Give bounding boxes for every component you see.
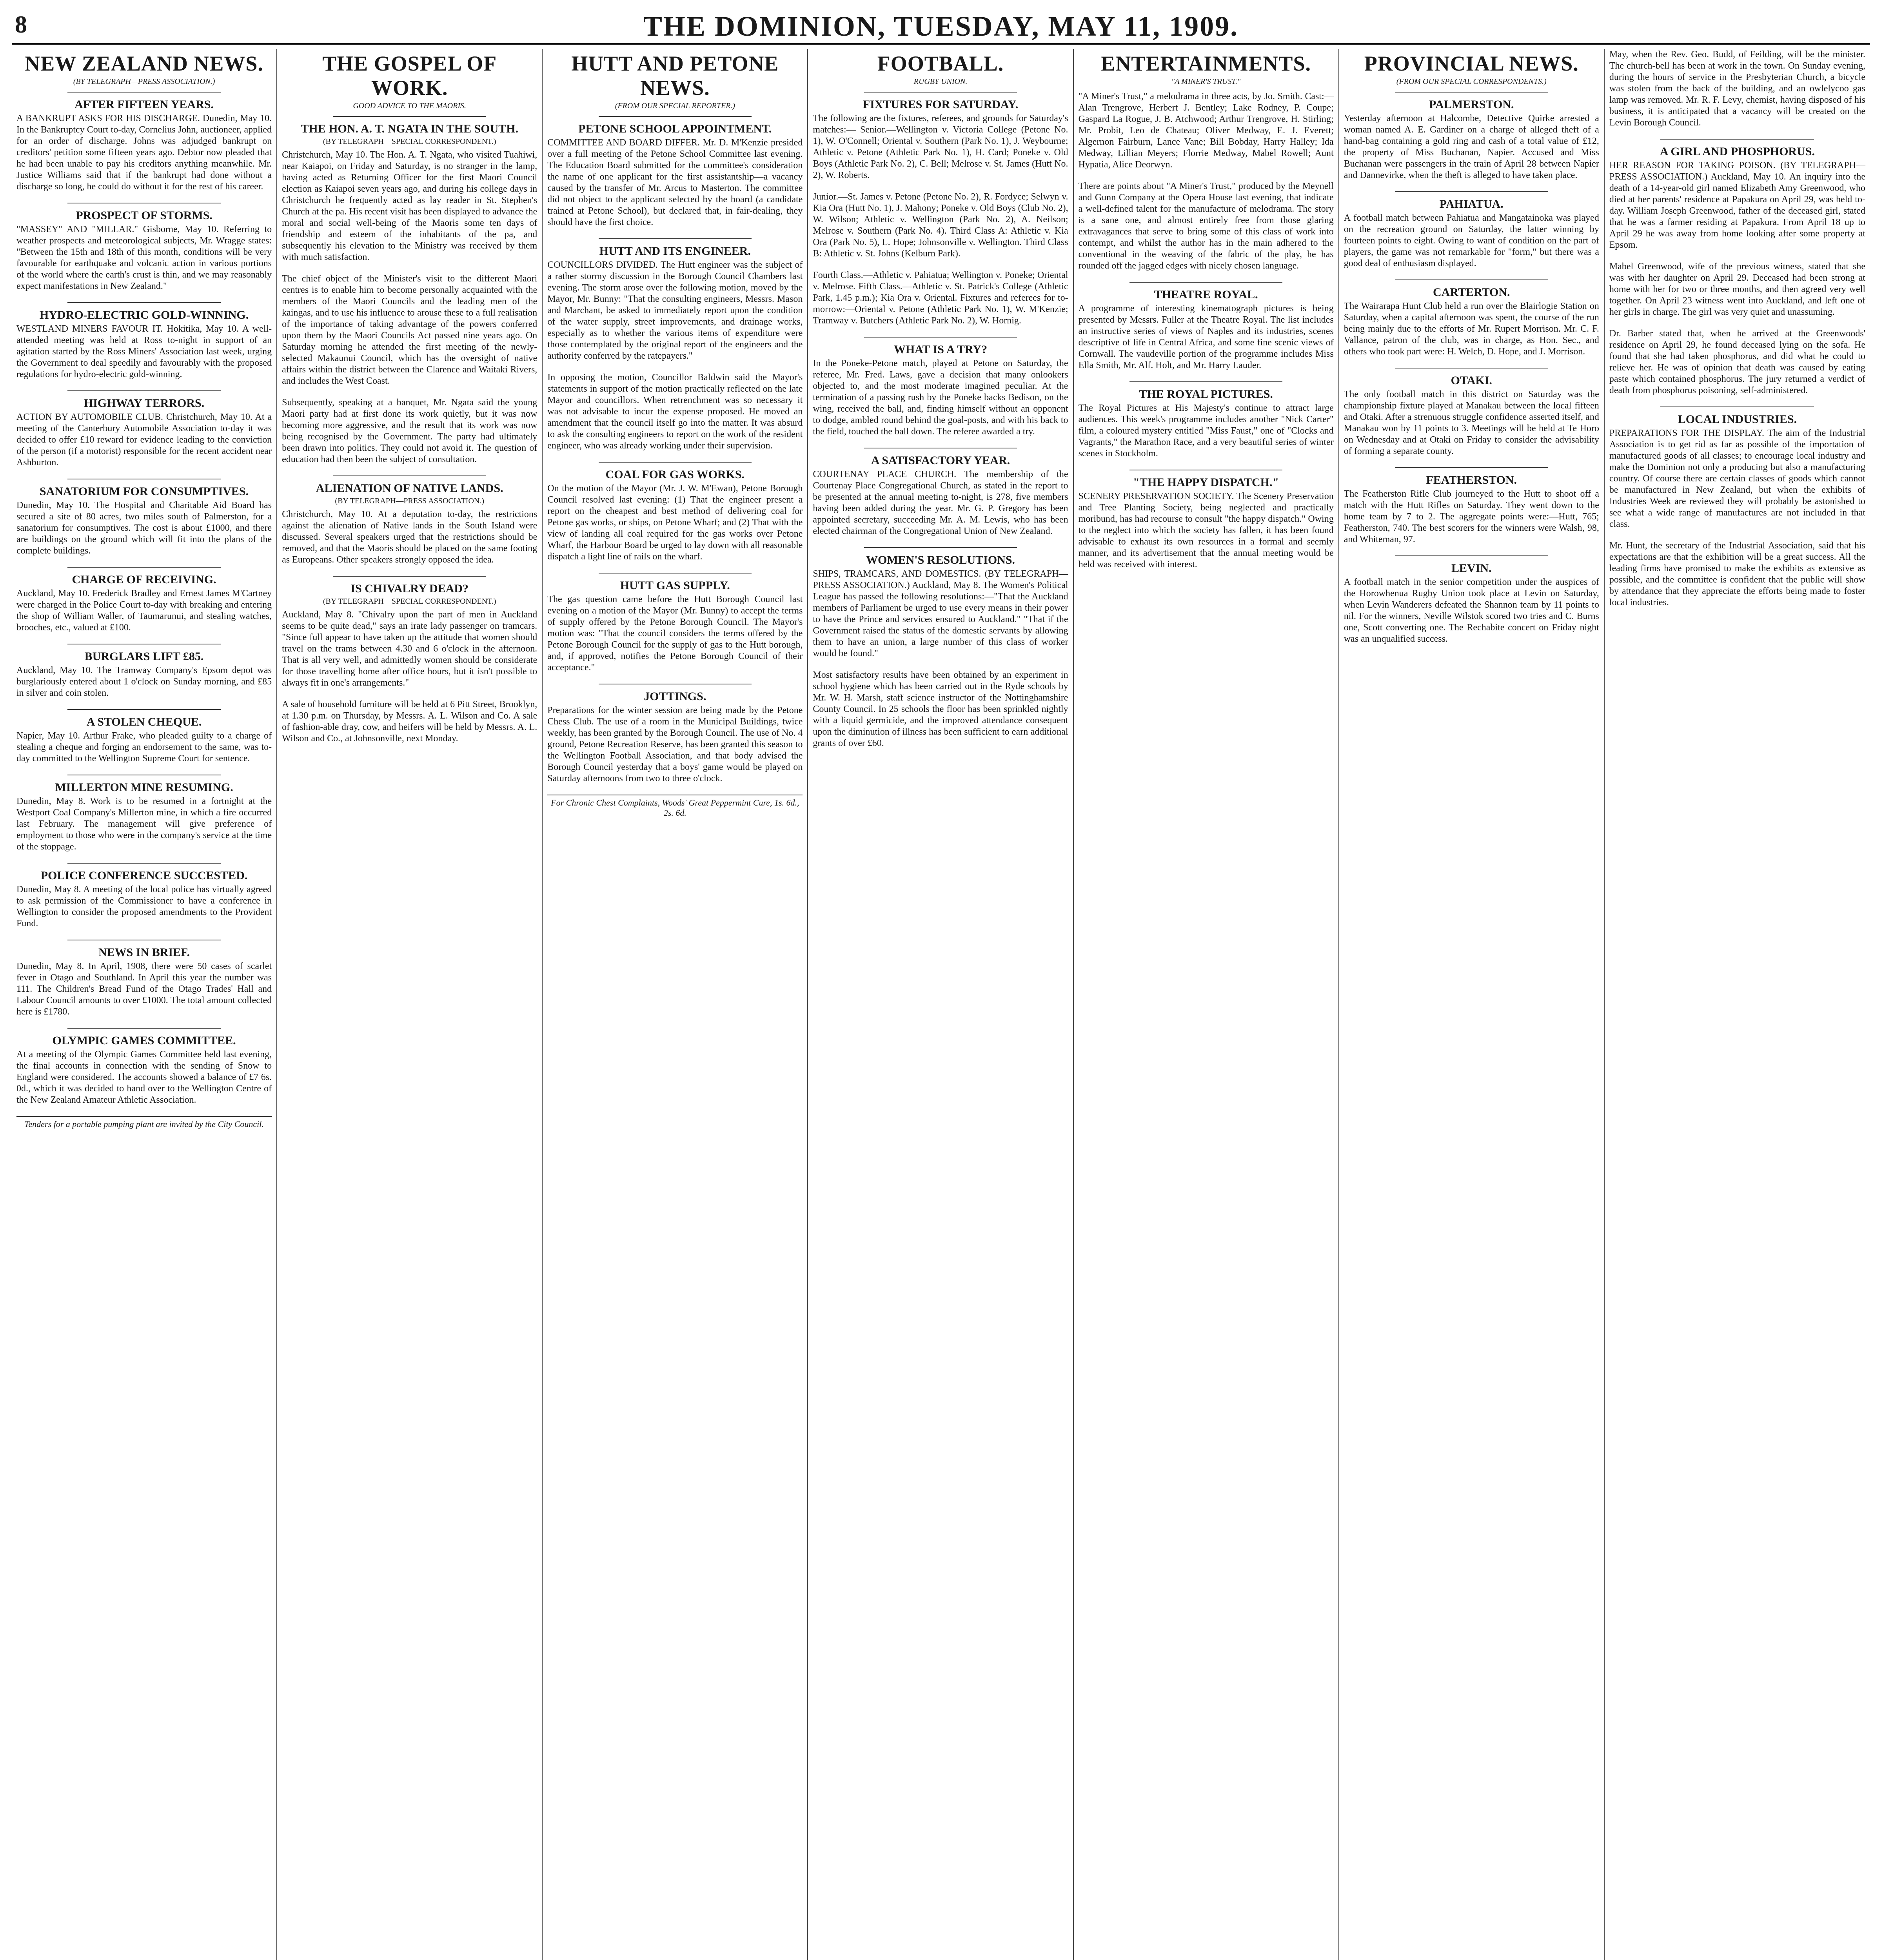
column-1 — [12, 49, 277, 1960]
article — [1344, 92, 1599, 181]
article — [547, 462, 803, 563]
column-footer-advertisement: For Chronic Chest Complaints, Woods' Great Peppermint Cure, 1s. 6d., 2s. 6d. — [547, 795, 803, 818]
article-body: Mabel Greenwood, wife of the previous witness, stated that she was with her daughter on April 29. Deceased had been strong at home with her for two or three months, and then agreed very well together. On April 23 witness went into Auckland, and left one of her girls in charge. The girl was very quiet and unassuming. — [1609, 261, 1865, 317]
article-body: Dunedin, May 10. The Hospital and Charitable Aid Board has secured a site of 80 acres, two miles south of Palmerston, for a sanatorium for consumptives. The cost is about £1000, and there are buildings on the ground which will fit into the plans of the complete buildings. — [16, 500, 272, 556]
section-divider — [864, 547, 1017, 548]
article-body: Dunedin, May 8. In April, 1908, there were 50 cases of scarlet fever in Otago and Southland. In April this year the number was 111. The Children's Bread Fund of the Otago Trades' Hall and Labour Council amounts to over £1000. The total amount collected here is £1780. — [16, 961, 272, 1017]
article-headline: SANATORIUM FOR CONSUMPTIVES. — [40, 485, 249, 498]
article-headline: HYDRO-ELECTRIC GOLD-WINNING. — [39, 309, 249, 321]
section-divider — [67, 863, 221, 864]
section-divider — [599, 462, 752, 463]
page-number: 8 — [15, 11, 27, 38]
article-body: Yesterday afternoon at Halcombe, Detective Quirke arrested a woman named A. E. Gardiner on a charge of alleged theft of a hand-bag containing a gold ring and cash of a total value of £12, the property of Miss Buchanan, Napier. Accused and Miss Buchanan were passengers in the train of April 28 between Napier and Dannevirke, when the theft is alleged to have taken place. — [1344, 113, 1599, 180]
article-headline: JOTTINGS. — [644, 690, 706, 703]
article — [1609, 407, 1865, 530]
article — [282, 576, 537, 689]
article-body: COURTENAY PLACE CHURCH. The membership of the Courtenay Place Congregational Church, as stated in the report to be presented at the annual meeting to-night, is 278, five members having been added during the year. Mr. G. P. Gregory has been appointed secretary, succeeding Mr. A. M. Lewis, who has been elected chairman of the Congregational Union of New Zealand. — [813, 469, 1068, 536]
article — [813, 270, 1068, 327]
article-headline: PROSPECT OF STORMS. — [76, 209, 212, 222]
column-7 — [1605, 49, 1870, 1960]
article-body: "A Miner's Trust," a melodrama in three acts, by Jo. Smith. Cast:— Alan Trengrove, Herbert J. Bentley; Lake Rodney, P. Coupe; Gaspard La Rogue, J. B. Atchwood; Arthur Trengrove, H. Stirling; Mr. Probit, Leo de Chateau; Oliver Medway, E. J. Everett; Algernon Fairburn, Lance Vane; Bill Bobday, Harry Halley; Ida Medway, Lillian Meyers; Florrie Medway, Mabel Rowell; Aunt Hypatia, Alice Deorwyn. — [1078, 91, 1334, 170]
article-headline: FIXTURES FOR SATURDAY. — [863, 98, 1019, 111]
article-headline: PETONE SCHOOL APPOINTMENT. — [578, 122, 772, 135]
article-body: COMMITTEE AND BOARD DIFFER. Mr. D. M'Kenzie presided over a full meeting of the Petone School Committee last evening. The Education Board submitted for the committee's consideration the name of one applicant for the first assistantship—a vacancy caused by the transfer of Mr. Arcus to Masterton. The committee did not object to the applicant selected by the board (a candidate trained at Petone School), but declared that, in fair-dealing, they should have the first choice. — [547, 138, 803, 227]
column-footer-advertisement: Tenders for a portable pumping plant are invited by the City Council. — [16, 1116, 272, 1129]
article — [1079, 91, 1334, 171]
article-body: On the motion of the Mayor (Mr. J. W. M'Ewan), Petone Borough Council resolved last evening: (1) That the engineer present a report on the cheapest and best method of delivering coal for Petone gas works, or ships, on Petone Wharf; and (2) That with the view of landing all coal required for the gas works over Petone Wharf, the Harbour Board be urged to lay down with all reasonable dispatch a light line of rails on the wharf. — [547, 483, 803, 562]
article-body: Dunedin, May 8. Work is to be resumed in a fortnight at the Westport Coal Company's Millerton mine, in which a fire occurred last February. The management will give preference of employment to those who were in the company's service at the time of the stoppage. — [16, 796, 272, 852]
section-divider — [864, 92, 1017, 93]
column-subheading: (FROM OUR SPECIAL REPORTER.) — [615, 102, 735, 110]
article-headline: PALMERSTON. — [1429, 98, 1514, 111]
article-body: COUNCILLORS DIVIDED. The Hutt engineer was the subject of a rather stormy discussion in the Borough Council Chambers last evening. The storm arose over the following motion, moved by the Mayor, Mr. Bunny: "That the consulting engineers, Messrs. Mason and Marchant, be asked to immediately report upon the condition of the water supply, street improvements, and drainage works, especially as to whether the various items of expenditure were those contemplated by the original report of the engineers and the authority conferred by the ratepayers." — [547, 260, 803, 361]
article-body: A sale of household furniture will be held at 6 Pitt Street, Brooklyn, at 1.30 p.m. on Thursday, by Messrs. A. L. Wilson and Co. A sale of fashion-able dray, cow, and heifers will be held by Messrs. A. L. Wilson and Co., at Johnsonville, next Monday. — [282, 699, 537, 744]
article — [547, 573, 803, 673]
article — [547, 116, 803, 228]
section-divider — [67, 390, 221, 391]
article — [1079, 181, 1334, 272]
article-body: WESTLAND MINERS FAVOUR IT. Hokitika, May 10. A well-attended meeting was held at Ross to-night in support of an agitation started by the Ross Miners' Association last week, urging the Government to deal speedily and favourably with the proposed regulations for hydro-electric gold-winning. — [16, 324, 272, 379]
article — [16, 567, 272, 633]
article — [1344, 368, 1599, 457]
section-divider — [333, 576, 486, 577]
article — [282, 273, 537, 387]
article-body: May, when the Rev. Geo. Budd, of Feilding, will be the minister. The church-bell has been at work in the town. On Sunday evening, during the hours of service in the Presbyterian Church, a bicycle was stolen from the back of the building, and an owlelycoo gas lamp was removed. Mr. R. F. Levy, chemist, having disposed of his business, it is anticipated that a vacancy will be created on the Levin Borough Council. — [1609, 49, 1865, 128]
article-headline: THE HON. A. T. NGATA IN THE SOUTH. — [301, 122, 519, 135]
article — [1079, 381, 1334, 459]
masthead — [12, 8, 1870, 45]
article-body: Christchurch, May 10. At a deputation to-day, the restrictions against the alienation of Native lands in the South Island were discussed. Several speakers urged that the restrictions should be removed, and that the Maoris should be placed on the same footing as Europeans. Other speakers strongly opposed the idea. — [282, 509, 537, 565]
article-headline: WOMEN'S RESOLUTIONS. — [866, 554, 1015, 566]
article-body: Preparations for the winter session are being made by the Petone Chess Club. The use of a room in the Municipal Buildings, twice weekly, has been granted by the Borough Council. The use of No. 4 ground, Petone Recreation Reserve, has been granted this season to the Wellington Football Association, and that body advised the Borough Council yesterday that a boys' game would be played on Saturday afternoons from two to three o'clock. — [547, 705, 803, 784]
section-divider — [67, 567, 221, 568]
article — [282, 475, 537, 566]
columns — [12, 49, 1870, 1960]
section-divider — [1660, 139, 1814, 140]
column-3 — [543, 49, 808, 1960]
article-byline: (BY TELEGRAPH—SPECIAL CORRESPONDENT.) — [323, 137, 496, 146]
article — [813, 337, 1068, 437]
article-headline: POLICE CONFERENCE SUCCESTED. — [40, 869, 248, 882]
column-heading: NEW ZEALAND NEWS. — [25, 52, 263, 75]
article-body: Napier, May 10. Arthur Frake, who pleaded guilty to a charge of stealing a cheque and forging an endorsement to the same, was to-day committed to the Wellington Supreme Court for sentence. — [16, 731, 272, 764]
article-headline: COAL FOR GAS WORKS. — [605, 468, 745, 481]
article — [1609, 328, 1865, 396]
article — [813, 547, 1068, 659]
article-headline: OTAKI. — [1451, 374, 1492, 387]
article-headline: OLYMPIC GAMES COMMITTEE. — [52, 1034, 236, 1047]
article-headline: HUTT AND ITS ENGINEER. — [599, 245, 751, 258]
column-heading: HUTT AND PETONE NEWS. — [571, 52, 779, 100]
article — [282, 397, 537, 465]
section-divider — [67, 709, 221, 710]
article-body: A programme of interesting kinematograph pictures is being presented by Messrs. Fuller at the Theatre Royal. The list includes an instructive series of views of Naples and its industries, scenes descriptive of life in Central Africa, and some fine scenic views of Cornwall. The vaudeville portion of the programme includes Miss Ella Smith, Mr. Alf. Holt, and Mr. Harry Lauder. — [1078, 303, 1334, 370]
article — [1609, 261, 1865, 318]
column-5 — [1074, 49, 1339, 1960]
article-body: A BANKRUPT ASKS FOR HIS DISCHARGE. Dunedin, May 10. In the Bankruptcy Court to-day, Cornelius John, auctioneer, applied for an order of discharge. Johns was adjudged bankrupt on creditors' petition some fifteen years ago. Debtor now pleaded that he had been unable to pay his creditors anything meanwhile. Mr. Justice Williams said that if the bankrupt had done without a discharge so long, he could do without it for the rest of his career. — [16, 113, 272, 192]
section-divider — [1395, 191, 1548, 192]
article — [16, 92, 272, 192]
article-body: At a meeting of the Olympic Games Committee held last evening, the final accounts in connection with the sending of Snow to England were considered. The accounts showed a balance of £7 6s. 0d., which it was decided to hand over to the Wellington Centre of the New Zealand Amateur Athletic Association. — [16, 1049, 272, 1105]
article — [813, 191, 1068, 260]
article-headline: LEVIN. — [1451, 562, 1492, 575]
article — [547, 238, 803, 362]
article-body: Auckland, May 8. "Chivalry upon the part of men in Auckland seems to be quite dead," says an irate lady passenger on tramcars. "Since full appear to have taken up the attitude that women should travel on the trams between 4.30 and 6 o'clock in the afternoon. That is all very well, and admittedly women should be considerate for those travelling home after office hours, but it isn't possible to always fit in one's arrangements." — [282, 610, 537, 688]
article-body: The following are the fixtures, referees, and grounds for Saturday's matches:— Senior.—Wellington v. Victoria College (Petone No. 1), W. O'Connell; Oriental v. Southern (Park No. 1), J. Weybourne; Athletic v. Petone (Athletic Park No. 1), H. Card; Poneke v. Old Boys (Athletic Park No. 2), C. Bell; Melrose v. St. James (Hutt No. 2), W. Roberts. — [813, 113, 1068, 180]
article-body: Junior.—St. James v. Petone (Petone No. 2), R. Fordyce; Selwyn v. Kia Ora (Hutt No. 1), J. Mahony; Poneke v. Old Boys (Club No. 2), W. Wilson; Athletic v. Wellington (Park No. 2), A. Neilson; Melrose v. Southern (Park No. 4). Third Class A: Athletic v. Kia Ora (Park No. 5), L. Hope; Johnsonville v. Wellington. Third Class B: Athletic v. St. Johns (Kelburn Park). — [813, 192, 1068, 259]
column-subheading: GOOD ADVICE TO THE MAORIS. — [353, 102, 467, 110]
article-body: ACTION BY AUTOMOBILE CLUB. Christchurch, May 10. At a meeting of the Canterbury Automobile Association to-day it was decided to offer £10 reward for evidence leading to the conviction of the person (if a motorist) responsible for the recent accident near Ashburton. — [16, 412, 272, 468]
section-divider — [1395, 279, 1548, 280]
section-divider — [67, 92, 221, 93]
article-headline: MILLERTON MINE RESUMING. — [55, 781, 233, 794]
article — [16, 1028, 272, 1106]
article — [1344, 467, 1599, 545]
article-body: Auckland, May 10. Frederick Bradley and Ernest James M'Cartney were charged in the Police Court to-day with breaking and entering the shop of William Waller, of Taumarunui, and stealing watches, brooches, etc., valued at £100. — [16, 588, 272, 633]
article-body: "MASSEY" AND "MILLAR." Gisborne, May 10. Referring to weather prospects and meteorological subjects, Mr. Wragge states: "Between the 15th and 18th of this month, conditions will be very favourable for earthquake and volcanic action in various portions of the world where the earth's crust is thin, and we may reasonably expect manifestations in New Zealand." — [16, 224, 272, 291]
column-2 — [277, 49, 543, 1960]
article-body: The only football match in this district on Saturday was the championship fixture played at Manakau between the local fifteen and Otaki. After a strenuous struggle confidence asserted itself, and Manakau won by 11 points to 3. Meetings will be held at Te Horo on Wednesday and at Otaki on Friday to consider the advisability of forming a separate county. — [1344, 389, 1599, 456]
section-divider — [1129, 282, 1283, 283]
article-headline: ALIENATION OF NATIVE LANDS. — [316, 482, 503, 495]
article-body: HER REASON FOR TAKING POISON. (BY TELEGRAPH—PRESS ASSOCIATION.) Auckland, May 10. An inquiry into the death of a 14-year-old girl named Elizabeth Amy Greenwood, who died at her parents' residence at Papakura on April 29, was held to-day. William Joseph Greenwood, father of the deceased girl, stated that he was a farmer residing at Papakura. From April 18 up to April 29 he was away from home looking after some property at Epsom. — [1609, 160, 1865, 250]
column-heading: THE GOSPEL OF WORK. — [322, 52, 497, 100]
article-body: In opposing the motion, Councillor Baldwin said the Mayor's statements in support of the motion practically reflected on the late Mayor and councillors. When retrenchment was so necessary it was not advisable to incur the expense proposed. He moved an amendment that the council itself go into the matter. It was absurd to ask the consulting engineers to report on the work of the resident engineer, who was already working under their supervision. — [547, 372, 803, 451]
section-divider — [67, 1028, 221, 1029]
article-body: The Wairarapa Hunt Club held a run over the Blairlogie Station on Saturday, when a capital afternoon was spent, the course of the run being mainly due to the efforts of Mr. Rupert Morrison. Mr. C. F. Vallance, patron of the club, was in charge, as Hon. Sec., and others who took part were: H. Welch, D. Hope, and J. Morrison. — [1344, 301, 1599, 357]
section-divider — [333, 475, 486, 476]
article — [1079, 470, 1334, 570]
page-title: THE DOMINION, TUESDAY, MAY 11, 1909. — [643, 11, 1239, 42]
article — [16, 390, 272, 468]
article-headline: CARTERTON. — [1433, 286, 1510, 299]
article — [16, 203, 272, 292]
article — [16, 940, 272, 1018]
article-body: Most satisfactory results have been obtained by an experiment in school hygiene which has been carried out in the Ryde schools by Mr. W. H. Marsh, staff science instructor of the Nottinghamshire County Council. In 25 schools the floor has been sprinkled nightly with a liquid germicide, and the improved attendance consequent upon the diminution of illness has been sufficient to earn additional grants of over £60. — [813, 670, 1068, 748]
column-6 — [1339, 49, 1605, 1960]
column-subheading: (BY TELEGRAPH—PRESS ASSOCIATION.) — [73, 77, 215, 86]
article — [1609, 139, 1865, 251]
article-body: PREPARATIONS FOR THE DISPLAY. The aim of the Industrial Association is to get rid as far as possible of the importation of manufactured goods of all classes; to encourage local industry and make the Dominion not only a producing but also a manufacturing country. Of course there are certain classes of goods which cannot be manufactured in New Zealand, but when the exhibits of Industries Week are reviewed they will probably be astonished to see what a wide range of manufactures are not included in that class. — [1609, 428, 1865, 529]
section-divider — [1129, 381, 1283, 382]
section-divider — [1395, 467, 1548, 468]
article-body: SHIPS, TRAMCARS, AND DOMESTICS. (BY TELEGRAPH—PRESS ASSOCIATION.) Auckland, May 8. The Women's Political League has passed the following resolutions:—"That the Auckland members of Parliament be urged to use every means in their power to have the Prince and services ensured to Auckland." "That if the Government raised the status of the domestic servants by allowing them to have an union, a large number of this class of worker would be found." — [813, 569, 1068, 659]
article-headline: BURGLARS LIFT £85. — [84, 650, 204, 663]
article-headline: THE ROYAL PICTURES. — [1139, 388, 1273, 401]
article-byline: (BY TELEGRAPH—PRESS ASSOCIATION.) — [335, 497, 485, 505]
article — [16, 863, 272, 929]
article — [16, 709, 272, 764]
article — [813, 92, 1068, 181]
article-headline: A SATISFACTORY YEAR. — [871, 454, 1010, 467]
article-body: A football match in the senior competition under the auspices of the Horowhenua Rugby Union took place at Levin on Saturday, when Levin Wanderers defeated the Shannon team by 11 points to nil. For the winners, Neville Wilstok scored two tries and C. Burns one, Scott converting one. The Rechabite concert on Friday night was an unqualified success. — [1344, 577, 1599, 644]
article-body: Auckland, May 10. The Tramway Company's Epsom depot was burglariously entered about 1 o'clock on Sunday morning, and £85 in silver and coin stolen. — [16, 665, 272, 698]
article — [813, 448, 1068, 537]
column-subheading: "A MINER'S TRUST." — [1171, 77, 1241, 86]
article-headline: IS CHIVALRY DEAD? — [350, 582, 469, 595]
article-headline: LOCAL INDUSTRIES. — [1678, 413, 1797, 426]
article-body: There are points about "A Miner's Trust," produced by the Meynell and Gunn Company at the Opera House last evening, that indicate a well-defined talent for the manufacture of melodrama. The story is a sane one, and almost entirely free from those glaring extravagances that serve to bring some of this class of work into contempt, and whilst the author has in the main adhered to the conventional in the weaving of the fabric of the play, he has rounded off the jagged edges with nicely chosen language. — [1078, 181, 1334, 271]
article-body: Fourth Class.—Athletic v. Pahiatua; Wellington v. Poneke; Oriental v. Melrose. Fifth Class.—Athletic v. St. Patrick's College (Athletic Park, 1.45 p.m.); Kia Ora v. Oriental. Fixtures and referees for to-morrow:—Oriental v. Petone (Athletic Park No. 1), W. M'Kenzie; Tramway v. Butchers (Athletic Park No. 2), W. Hornig. — [813, 270, 1068, 326]
article-headline: A GIRL AND PHOSPHORUS. — [1660, 145, 1815, 158]
article — [16, 302, 272, 380]
article-headline: THEATRE ROYAL. — [1154, 288, 1258, 301]
article-byline: (BY TELEGRAPH—SPECIAL CORRESPONDENT.) — [323, 597, 496, 606]
article-body: SCENERY PRESERVATION SOCIETY. The Scenery Preservation and Tree Planting Society, being neglected and practically moribund, has had recourse to consult "the happy dispatch." Owing to the neglect into which the society has fallen, it has been found advisable to exhaust its own resources in a formal and seemly manner, and its advertisement that the annual meeting would be held was received with interest. — [1078, 491, 1334, 570]
article-body: Dunedin, May 8. A meeting of the local police has virtually agreed to ask permission of the Commissioner to have a conference in Wellington to consider the proposed amendments to the Provident Fund. — [16, 884, 272, 929]
article-body: In the Poneke-Petone match, played at Petone on Saturday, the referee, Mr. Fred. Laws, gave a decision that many onlookers objected to, and the most moderate imagined peculiar. At the termination of a passing rush by the Poneke backs Bedison, on the wing, received the ball, and, finding himself without an opponent to dodge, ambled round behind the goal-posts, and with his back to the field, touched the ball down. The referee awarded a try. — [813, 358, 1068, 437]
article — [547, 684, 803, 784]
section-divider — [333, 116, 486, 117]
article-headline: A STOLEN CHEQUE. — [86, 715, 202, 728]
article-headline: WHAT IS A TRY? — [893, 343, 988, 356]
article-headline: "THE HAPPY DISPATCH." — [1133, 476, 1279, 489]
article — [547, 372, 803, 452]
article-body: Christchurch, May 10. The Hon. A. T. Ngata, who visited Tuahiwi, near Kaiapoi, on Friday and Saturday, is no stranger in the lamp, having acted as Returning Officer for the first Maori Council election as Kaiapoi seven years ago, and during his college days in Christchurch he frequently acted as lay reader in St. Stephen's Church at the pa. His recent visit has been displayed to advance the moral and social well-being of the Maoris some ten days of friendship and esteem of the inhabitants of the pa, and subsequently his elevation to the Ministry was received by them with much satisfaction. — [282, 150, 537, 262]
section-divider — [1395, 92, 1548, 93]
article — [1344, 279, 1599, 358]
article-body: The Royal Pictures at His Majesty's continue to attract large audiences. This week's programme includes another "Nick Carter" film, a coloured mystery entitled "Miss Faust," one of "Clocks and Vagrants," the Marathon Race, and a very beautiful series of winter scenes in Stockholm. — [1078, 403, 1334, 459]
article-body: The Featherston Rifle Club journeyed to the Hutt to shoot off a match with the Hutt Rifles on Saturday. They went down to the home team by 7 to 2. The aggregate points were:—Hutt, 765; Featherston, 740. The best scorers for the winners were Walsh, 98, and Whiteman, 97. — [1344, 489, 1599, 544]
column-4 — [808, 49, 1073, 1960]
article — [1344, 555, 1599, 645]
article — [813, 670, 1068, 749]
article — [1609, 540, 1865, 608]
article — [282, 116, 537, 263]
column-heading: ENTERTAINMENTS. — [1101, 52, 1311, 75]
article — [1079, 282, 1334, 371]
article-headline: HIGHWAY TERRORS. — [84, 397, 205, 410]
article — [1609, 49, 1865, 129]
column-heading: FOOTBALL. — [877, 52, 1004, 75]
section-divider — [599, 238, 752, 239]
section-divider — [599, 116, 752, 117]
article-body: Mr. Hunt, the secretary of the Industrial Association, said that his expectations are that the exhibition will be a great success. All the leading firms have promised to make the exhibits as extensive as possible, and the committee is confident that the public will show by attendance that they appreciate the efforts being made to foster local industries. — [1609, 541, 1865, 608]
article — [1344, 191, 1599, 269]
article-headline: FEATHERSTON. — [1426, 474, 1517, 486]
article-body: Subsequently, speaking at a banquet, Mr. Ngata said the young Maori party had at first done its work quietly, but it was now becoming more aggressive, and the result that its work was now being recognised by the Government. The party had ultimately been drawn into politics. They could not avoid it. The question of education had then been the subject of consultation. — [282, 397, 537, 465]
article-headline: PAHIATUA. — [1439, 198, 1503, 211]
article-body: Dr. Barber stated that, when he arrived at the Greenwoods' residence on April 29, he found deceased lying on the sofa. He found that she had taken phosphorus, and did what he could to relieve her. He was of opinion that death was caused by eating paste which contained phosphorus. The jury returned a verdict of death from phosphorus poisoning, self-administered. — [1609, 328, 1865, 396]
section-divider — [864, 337, 1017, 338]
article-headline: AFTER FIFTEEN YEARS. — [74, 98, 214, 111]
article-body: The chief object of the Minister's visit to the different Maori centres is to enable him to become personally acquainted with the members of the Maori Councils and the leading men of the kaingas, and to use his influence to arouse these to a full realisation of the importance of taking advantage of the powers conferred upon them by the Maori Councils Act passed nine years ago. On Saturday morning he attended the first meeting of the newly-selected Makaunui Council, which has the oversight of native affairs within the district between the Clarence and Waitaki Rivers, and includes the West Coast. — [282, 274, 537, 386]
section-divider — [67, 302, 221, 303]
article-headline: CHARGE OF RECEIVING. — [72, 573, 216, 586]
article — [16, 479, 272, 557]
column-subheading: (FROM OUR SPECIAL CORRESPONDENTS.) — [1396, 77, 1547, 86]
column-subheading: RUGBY UNION. — [913, 77, 968, 86]
article-headline: HUTT GAS SUPPLY. — [620, 579, 730, 592]
column-heading: PROVINCIAL NEWS. — [1364, 52, 1579, 75]
article — [16, 644, 272, 699]
article — [16, 775, 272, 853]
section-divider — [1395, 555, 1548, 556]
article-body: The gas question came before the Hutt Borough Council last evening on a motion of the Mayor (Mr. Bunny) to accept the terms of supply offered by the Petone Borough Council. The Mayor's motion was: "That the council considers the terms offered by the Petone Borough Council for the supply of gas to the Hutt borough, and, if approved, notifies the Petone Borough Council of their acceptance." — [547, 594, 803, 673]
article — [282, 699, 537, 744]
article-headline: NEWS IN BRIEF. — [98, 946, 190, 959]
article-body: A football match between Pahiatua and Mangatainoka was played on the recreation ground on Saturday, the latter winning by fourteen points to eight. Owing to want of condition on the part of players, the game was not remarkable for "form," but there was a good deal of enthusiasm displayed. — [1344, 213, 1599, 269]
